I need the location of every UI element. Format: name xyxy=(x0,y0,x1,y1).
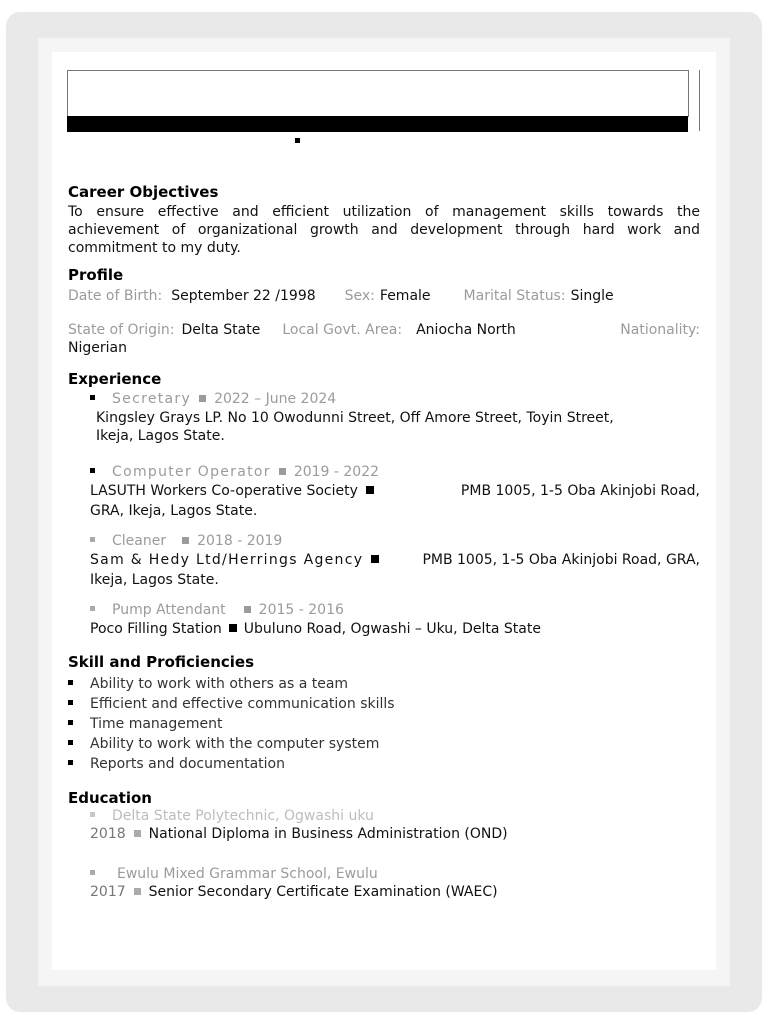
job-1-title: Secretary xyxy=(112,391,192,407)
job-2-line-1 xyxy=(90,482,700,500)
edu-1-school: Delta State Polytechnic, Ogwashi uku xyxy=(112,808,374,824)
profile-row-2 xyxy=(68,321,700,339)
job-4-address: Ubuluno Road, Ogwashi – Uku, Delta State xyxy=(243,621,541,637)
list-item: Reports and documentation xyxy=(68,755,700,775)
profile-row-1 xyxy=(68,287,700,305)
bullet-icon xyxy=(68,760,73,765)
nationality-label: Nationality: xyxy=(620,322,700,338)
edu-2-qualification: Senior Secondary Certificate Examination (WAEC) xyxy=(148,884,498,900)
skills-list xyxy=(68,675,700,775)
job-3-title-row xyxy=(90,532,700,550)
header-dot xyxy=(295,138,300,143)
list-item: Time management xyxy=(68,715,700,735)
separator-icon xyxy=(366,486,374,494)
separator-icon xyxy=(182,537,189,544)
job-4-employer: Poco Filling Station xyxy=(90,621,222,637)
sex-value: Female xyxy=(379,288,431,304)
nationality-value: Nigerian xyxy=(68,340,127,356)
origin-label: State of Origin: xyxy=(68,322,175,338)
bullet-icon xyxy=(68,740,73,745)
marital-value: Single xyxy=(570,288,614,304)
separator-icon xyxy=(134,830,141,837)
job-3-employer: Sam & Hedy Ltd/Herrings Agency xyxy=(90,552,364,568)
bullet-icon xyxy=(90,812,95,817)
list-item: Ability to work with the computer system xyxy=(68,735,700,755)
edu-2-school-row xyxy=(90,865,700,883)
origin-value: Delta State xyxy=(181,322,261,338)
job-1-title-row xyxy=(90,390,700,408)
edu-1-qualification: National Diploma in Business Administration (OND) xyxy=(148,826,508,842)
list-item: Ability to work with others as a team xyxy=(68,675,700,695)
job-1-dates: 2022 – June 2024 xyxy=(214,391,337,407)
job-2-line-2: GRA, Ikeja, Lagos State. xyxy=(90,503,258,519)
bullet-icon xyxy=(90,606,95,611)
separator-icon xyxy=(199,395,206,402)
header-name-box xyxy=(67,70,689,117)
edu-1-school-row xyxy=(90,807,700,825)
career-heading: Career Objectives xyxy=(68,183,219,201)
bullet-icon xyxy=(90,537,95,542)
experience-heading: Experience xyxy=(68,370,162,388)
dob-value: September 22 /1998 xyxy=(171,288,316,304)
header-vertical-rule xyxy=(699,70,700,131)
edu-2-school: Ewulu Mixed Grammar School, Ewulu xyxy=(117,866,378,882)
job-4-title: Pump Attendant xyxy=(112,602,226,618)
job-2-title: Computer Operator xyxy=(112,464,271,480)
header-black-bar xyxy=(67,116,688,132)
job-3-title: Cleaner xyxy=(112,533,167,549)
separator-icon xyxy=(229,624,237,632)
job-4-dates: 2015 - 2016 xyxy=(258,602,344,618)
separator-icon xyxy=(244,606,251,613)
separator-icon xyxy=(134,888,141,895)
separator-icon xyxy=(279,468,286,475)
job-1-line-2: Ikeja, Lagos State. xyxy=(96,428,225,444)
dob-label: Date of Birth: xyxy=(68,288,163,304)
lga-value: Aniocha North xyxy=(416,322,516,338)
career-text: To ensure effective and efficient utilization of management skills towards the achievement of organizational growth and development through hard work and commitment to my duty. xyxy=(68,204,700,256)
bullet-icon xyxy=(68,680,73,685)
edu-1-line xyxy=(90,825,700,843)
sex-label: Sex: xyxy=(344,288,375,304)
bullet-icon xyxy=(68,720,73,725)
job-2-address: PMB 1005, 1-5 Oba Akinjobi Road, xyxy=(460,483,700,499)
skills-heading: Skill and Proficiencies xyxy=(68,653,255,671)
job-4-title-row xyxy=(90,601,700,619)
bullet-icon xyxy=(68,700,73,705)
edu-1-year: 2018 xyxy=(90,826,126,842)
job-4-line-1 xyxy=(90,620,700,638)
profile-heading: Profile xyxy=(68,266,124,284)
job-1-line-1: Kingsley Grays LP. No 10 Owodunni Street, Off Amore Street, Toyin Street, xyxy=(96,410,614,426)
edu-2-year: 2017 xyxy=(90,884,126,900)
job-2-employer: LASUTH Workers Co-operative Society xyxy=(90,483,358,499)
job-3-line-2: Ikeja, Lagos State. xyxy=(90,572,219,588)
education-heading: Education xyxy=(68,789,152,807)
resume-content xyxy=(68,183,700,901)
marital-label: Marital Status: xyxy=(463,288,566,304)
bullet-icon xyxy=(90,870,95,875)
lga-label: Local Govt. Area: xyxy=(282,322,403,338)
job-2-title-row xyxy=(90,463,700,481)
job-3-dates: 2018 - 2019 xyxy=(197,533,283,549)
job-3-line-1 xyxy=(90,551,700,569)
separator-icon xyxy=(371,555,379,563)
bullet-icon xyxy=(90,468,95,473)
edu-2-line xyxy=(90,883,700,901)
job-3-address: PMB 1005, 1-5 Oba Akinjobi Road, GRA, xyxy=(422,552,700,568)
list-item: Efficient and effective communication skills xyxy=(68,695,700,715)
job-2-dates: 2019 - 2022 xyxy=(293,464,380,480)
bullet-icon xyxy=(90,395,95,400)
